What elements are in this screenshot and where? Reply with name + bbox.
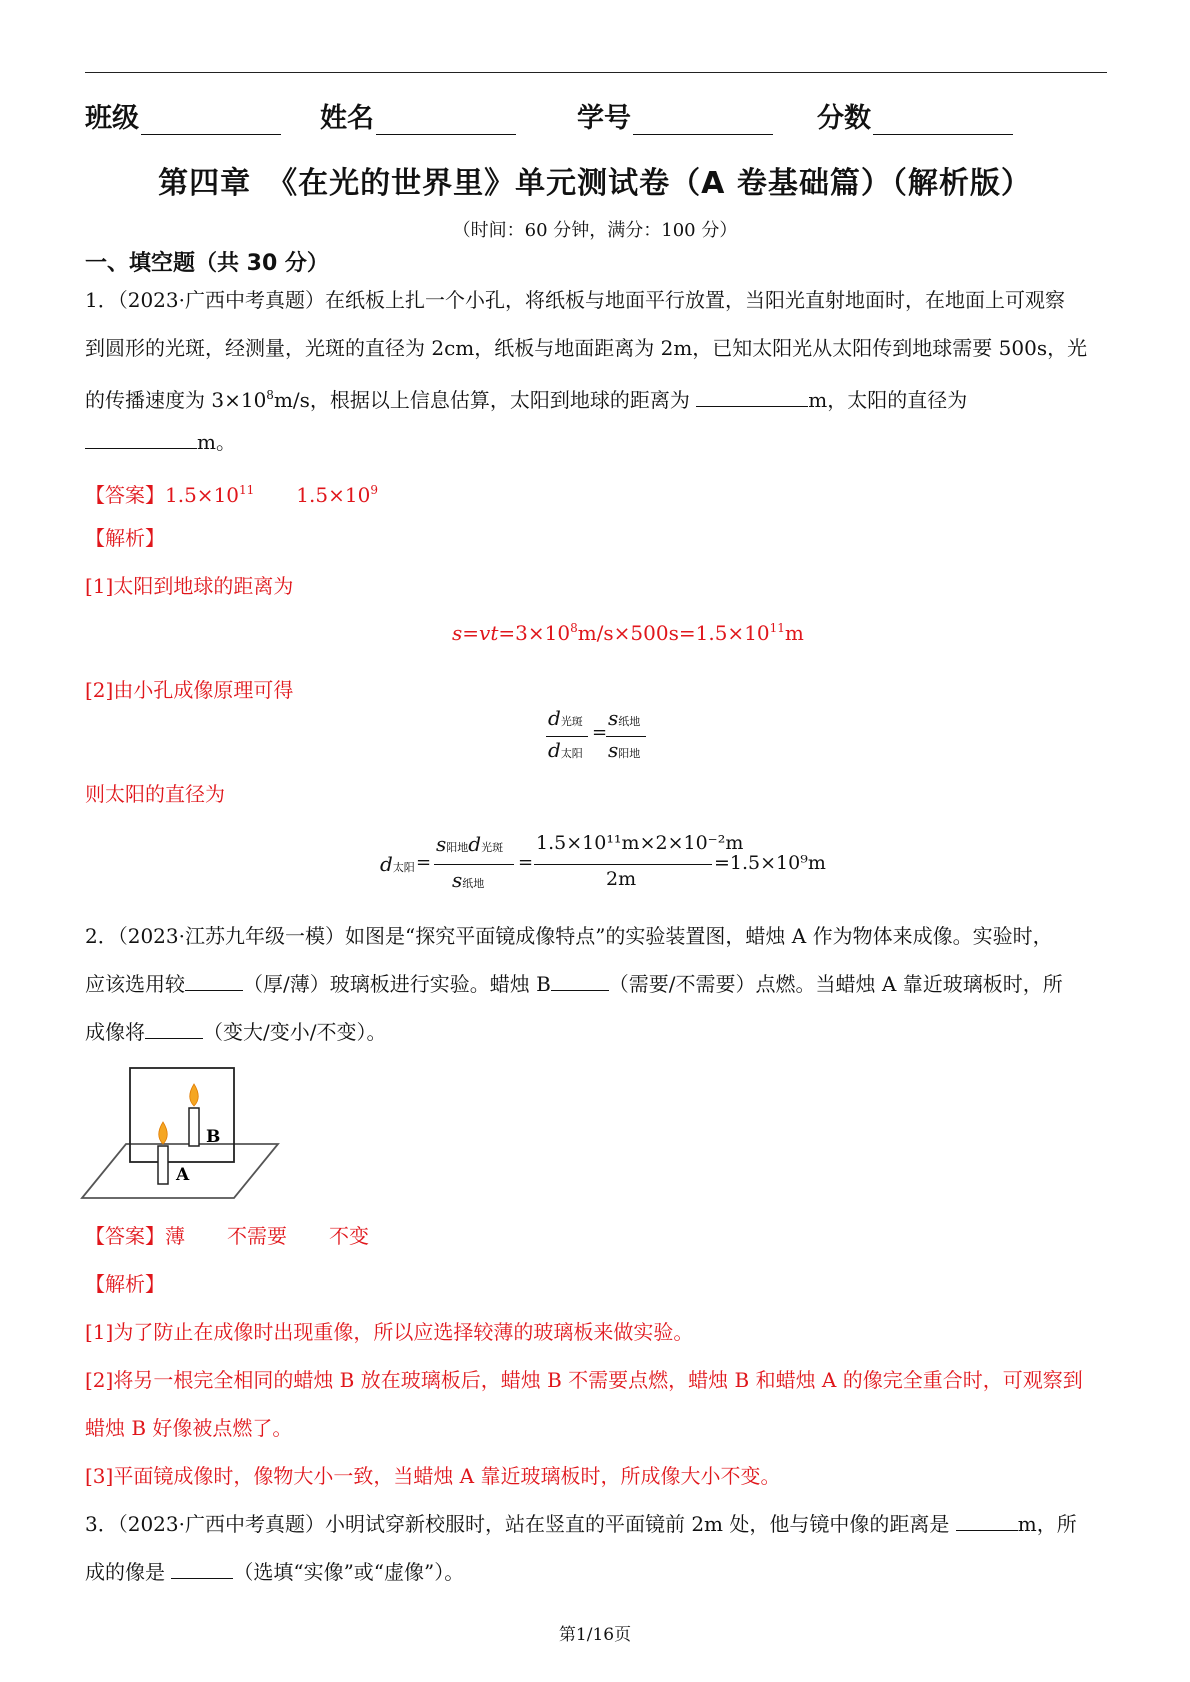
score-field[interactable] <box>817 96 1013 135</box>
q2-line3: 成像将 （变大/变小/不变）。 <box>85 1020 387 1044</box>
q1-line4: m。 <box>85 418 1107 466</box>
mirror-experiment-figure <box>80 1060 280 1202</box>
q2-answer: 【答案】薄 不需要 不变 <box>85 1224 369 1248</box>
candle-a <box>158 1146 168 1184</box>
q1-step3: 则太阳的直径为 <box>85 782 225 806</box>
page-number: 第1/16页 <box>558 1625 632 1645</box>
student-id-label: 学号 <box>577 103 631 134</box>
q1-line1: 1．（2023·广西中考真题）在纸板上扎一个小孔，将纸板与地面平行放置，当阳光直射地面时，在地面上可观察 <box>85 288 1065 312</box>
q2-blank-2[interactable] <box>551 970 609 991</box>
student-id-field[interactable] <box>577 96 773 135</box>
q1-step2: [2]由小孔成像原理可得 <box>85 678 294 702</box>
q2-step3: [3]平面镜成像时，像物大小一致，当蜡烛 A 靠近玻璃板时，所成像大小不变。 <box>85 1464 781 1488</box>
flame-b-icon <box>190 1084 198 1106</box>
q1-formula-distance: $s=vt=3\times 10^8m/s\times 500s=1.5\times 10^{11}m$ <box>452 621 804 645</box>
q2-step2b: 蜡烛 B 好像被点燃了。 <box>85 1416 293 1440</box>
q1-analysis-label: 【解析】 <box>85 526 165 550</box>
svg-text:A: A <box>176 1165 190 1185</box>
candle-b <box>189 1108 199 1146</box>
q3-line1: 3．（2023·广西中考真题）小明试穿新校服时，站在竖直的平面镜前 2m 处，他与镜中像的距离是 m，所 <box>85 1512 1077 1536</box>
q2-line1: 2．（2023·江苏九年级一模）如图是“探究平面镜成像特点”的实验装置图，蜡烛 A 作为物体来成像。实验时， <box>85 924 1053 948</box>
name-field[interactable] <box>320 96 516 135</box>
flame-a-icon <box>159 1122 167 1144</box>
class-field[interactable] <box>85 96 281 135</box>
q2-blank-1[interactable] <box>185 970 243 991</box>
q2-step1: [1]为了防止在成像时出现重像，所以应选择较薄的玻璃板来做实验。 <box>85 1320 694 1344</box>
score-label: 分数 <box>817 103 871 134</box>
exam-duration: （时间：60 分钟，满分：100 分） <box>452 220 738 241</box>
q1-blank-2[interactable] <box>85 428 197 449</box>
q1-line3: 的传播速度为 $3\times 10^8m/s$，根据以上信息估算，太阳到地球的距离为 m，太阳的直径为 <box>85 388 968 412</box>
q2-analysis-label: 【解析】 <box>85 1272 165 1296</box>
q3-blank-1[interactable] <box>956 1510 1018 1531</box>
q1-line2: 到圆形的光斑，经测量，光斑的直径为 2cm，纸板与地面距离为 2m，已知太阳光从太阳传到地球需要 500s，光 <box>85 336 1088 360</box>
q1-formula-ratio: d光斑 d太阳 = s纸地 s阳地 <box>546 706 646 766</box>
q1-step1: [1]太阳到地球的距离为 <box>85 574 294 598</box>
section-heading: 一、填空题（共 30 分） <box>85 251 329 276</box>
q1-answer: 【答案】$1.5\times 10^{11}$ $1.5\times 10^9$ <box>85 483 378 507</box>
q1-formula-diameter: d太阳 = s阳地d光斑 s纸地 = 1.5×10¹¹m×2×10⁻²m 2m =1.5×10⁹m <box>380 832 826 892</box>
student-info-row <box>85 96 1107 140</box>
class-label: 班级 <box>85 103 139 134</box>
q1-blank-1[interactable] <box>696 386 808 407</box>
page-title: 第四章 《在光的世界里》单元测试卷（A 卷基础篇）（解析版） <box>158 166 1032 201</box>
name-label: 姓名 <box>320 103 374 134</box>
svg-text:B: B <box>206 1127 221 1147</box>
q3-blank-2[interactable] <box>171 1558 233 1579</box>
q2-line2: 应该选用较 （厚/薄）玻璃板进行实验。蜡烛 B （需要/不需要）点燃。当蜡烛 A 靠近玻璃板时，所 <box>85 972 1063 996</box>
q2-blank-3[interactable] <box>145 1018 203 1039</box>
q3-line2: 成的像是 （选填“实像”或“虚像”）。 <box>85 1560 465 1584</box>
header-rule <box>85 72 1107 73</box>
q2-step2a: [2]将另一根完全相同的蜡烛 B 放在玻璃板后，蜡烛 B 不需要点燃，蜡烛 B 和蜡烛 A 的像完全重合时，可观察到 <box>85 1368 1083 1392</box>
